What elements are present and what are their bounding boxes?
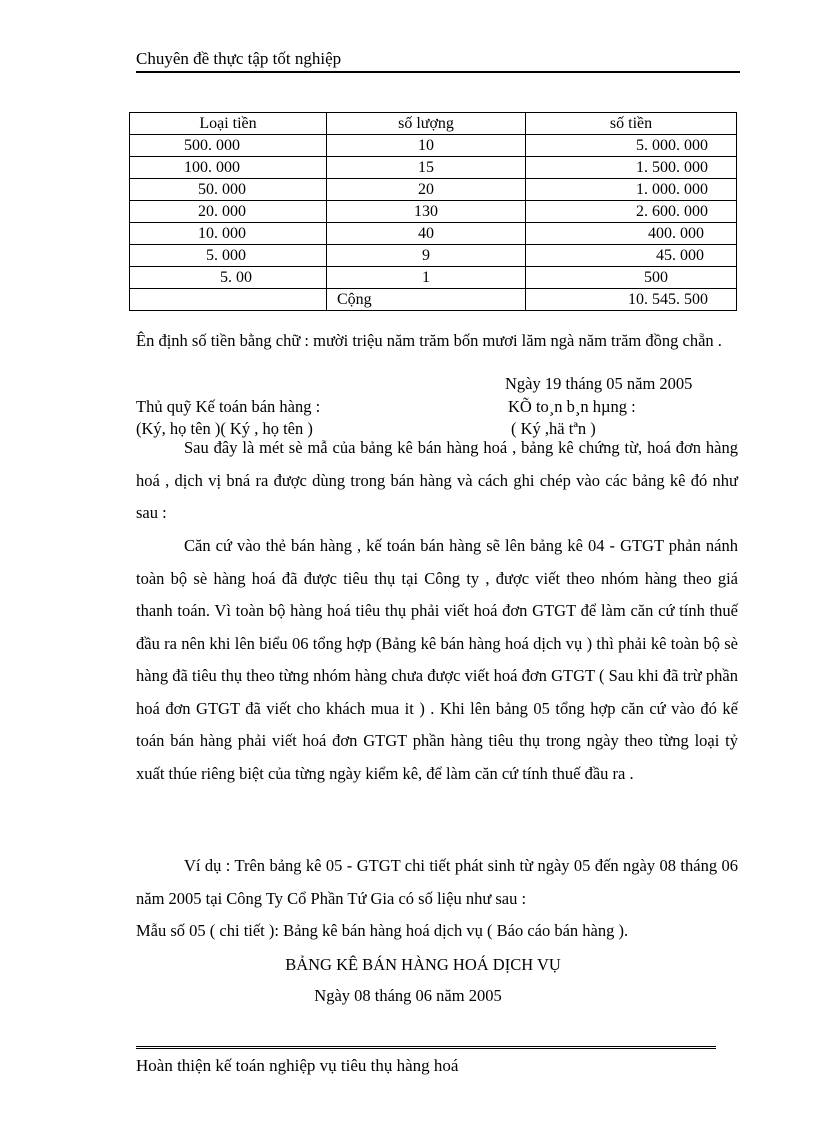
denomination-cell: 500. 000 [130, 135, 327, 157]
empty-cell [130, 289, 327, 311]
cash-denomination-table [129, 112, 737, 311]
paragraph-example: Ví dụ : Trên bảng kê 05 - GTGT chi tiết phát sinh từ ngày 05 đến ngày 08 tháng 06 năm 2005 tại Công Ty Cổ Phần Tứ Gia có số liệu như sau : [136, 856, 738, 908]
quantity-cell: 15 [327, 157, 526, 179]
denomination-cell: 5. 000 [130, 245, 327, 267]
amount-cell: 45. 000 [526, 245, 737, 267]
table-total-row [130, 289, 737, 311]
quantity-cell: 9 [327, 245, 526, 267]
denomination-cell: 20. 000 [130, 201, 327, 223]
total-label: Cộng [327, 289, 526, 311]
denomination-cell: 5. 00 [130, 267, 327, 289]
table-row [130, 223, 737, 245]
denomination-cell: 10. 000 [130, 223, 327, 245]
quantity-cell: 20 [327, 179, 526, 201]
signature-left-note: (Ký, họ tên )( Ký , họ tên ) [136, 419, 313, 438]
signature-right-title: KÕ to¸n b¸n hµng : [508, 397, 636, 416]
table-row [130, 245, 737, 267]
paragraph-procedure: Căn cứ vào thẻ bán hàng , kế toán bán hàng sẽ lên bảng kê 04 - GTGT phản nánh toàn bộ sè hàng hoá đã được tiêu thụ tại Công ty , được viết theo nhóm hàng theo giá thanh toán. Vì toàn bộ hàng hoá tiêu thụ phải viết hoá đơn GTGT để làm căn cứ tính thuế đầu ra nên khi lên biểu 06 tổng hợp (Bảng kê bán hàng hoá dịch vụ ) thì phải kê toàn bộ sè hàng đã tiêu thụ theo từng nhóm hàng chưa được viết hoá đơn GTGT ( Sau khi đã trừ phần hoá đơn GTGT đã viết cho khách mua it ) . Khi lên bảng 05 tổng hợp căn cứ vào đó kế toán bán hàng phải viết hoá đơn GTGT phần hàng tiêu thụ trong ngày theo từng loại tỷ xuất thúe riêng biệt của từng ngày kiểm kê, để làm căn cứ tính thuế đầu ra . [136, 536, 738, 783]
report-date: Ngày 08 tháng 06 năm 2005 [314, 986, 502, 1005]
report-title: BẢNG KÊ BÁN HÀNG HOÁ DỊCH VỤ [285, 955, 561, 974]
amount-in-words: Ên định số tiền bằng chữ : mười triệu năm trăm bốn mươi lăm ngà năm trăm đồng chẵn . [136, 331, 722, 350]
table-row [130, 267, 737, 289]
footer-divider [136, 1046, 716, 1049]
denomination-cell: 50. 000 [130, 179, 327, 201]
amount-cell: 1. 000. 000 [526, 179, 737, 201]
table-row [130, 157, 737, 179]
amount-cell: 400. 000 [526, 223, 737, 245]
denomination-cell: 100. 000 [130, 157, 327, 179]
paragraph-intro: Sau đây là mét sè mẫ của bảng kê bán hàng hoá , bảng kê chứng từ, hoá đơn hàng hoá , dịch vị bná ra được dùng trong bán hàng và cách ghi chép vào các bảng kê đó như sau : [136, 438, 738, 522]
amount-cell: 5. 000. 000 [526, 135, 737, 157]
page-header: Chuyên đề thực tập tốt nghiệp [136, 48, 740, 73]
form-reference-line: Mẫu số 05 ( chi tiết ): Bảng kê bán hàng hoá dịch vụ ( Báo cáo bán hàng ). [136, 921, 629, 940]
page-footer: Hoàn thiện kế toán nghiệp vụ tiêu thụ hàng hoá [136, 1056, 459, 1075]
quantity-cell: 1 [327, 267, 526, 289]
table-row [130, 135, 737, 157]
total-amount: 10. 545. 500 [526, 289, 737, 311]
column-header-quantity: số lượng [327, 113, 526, 135]
quantity-cell: 40 [327, 223, 526, 245]
column-header-denomination: Loại tiền [130, 113, 327, 135]
signature-right-note: ( Ký ,hä tªn ) [511, 419, 596, 438]
table-row [130, 201, 737, 223]
quantity-cell: 130 [327, 201, 526, 223]
amount-cell: 1. 500. 000 [526, 157, 737, 179]
amount-cell: 500 [526, 267, 737, 289]
column-header-amount: số tiền [526, 113, 737, 135]
signature-date: Ngày 19 tháng 05 năm 2005 [505, 374, 693, 393]
quantity-cell: 10 [327, 135, 526, 157]
signature-left-title: Thủ quỹ Kế toán bán hàng : [136, 397, 321, 416]
table-row [130, 179, 737, 201]
amount-cell: 2. 600. 000 [526, 201, 737, 223]
table-header-row [130, 113, 737, 135]
